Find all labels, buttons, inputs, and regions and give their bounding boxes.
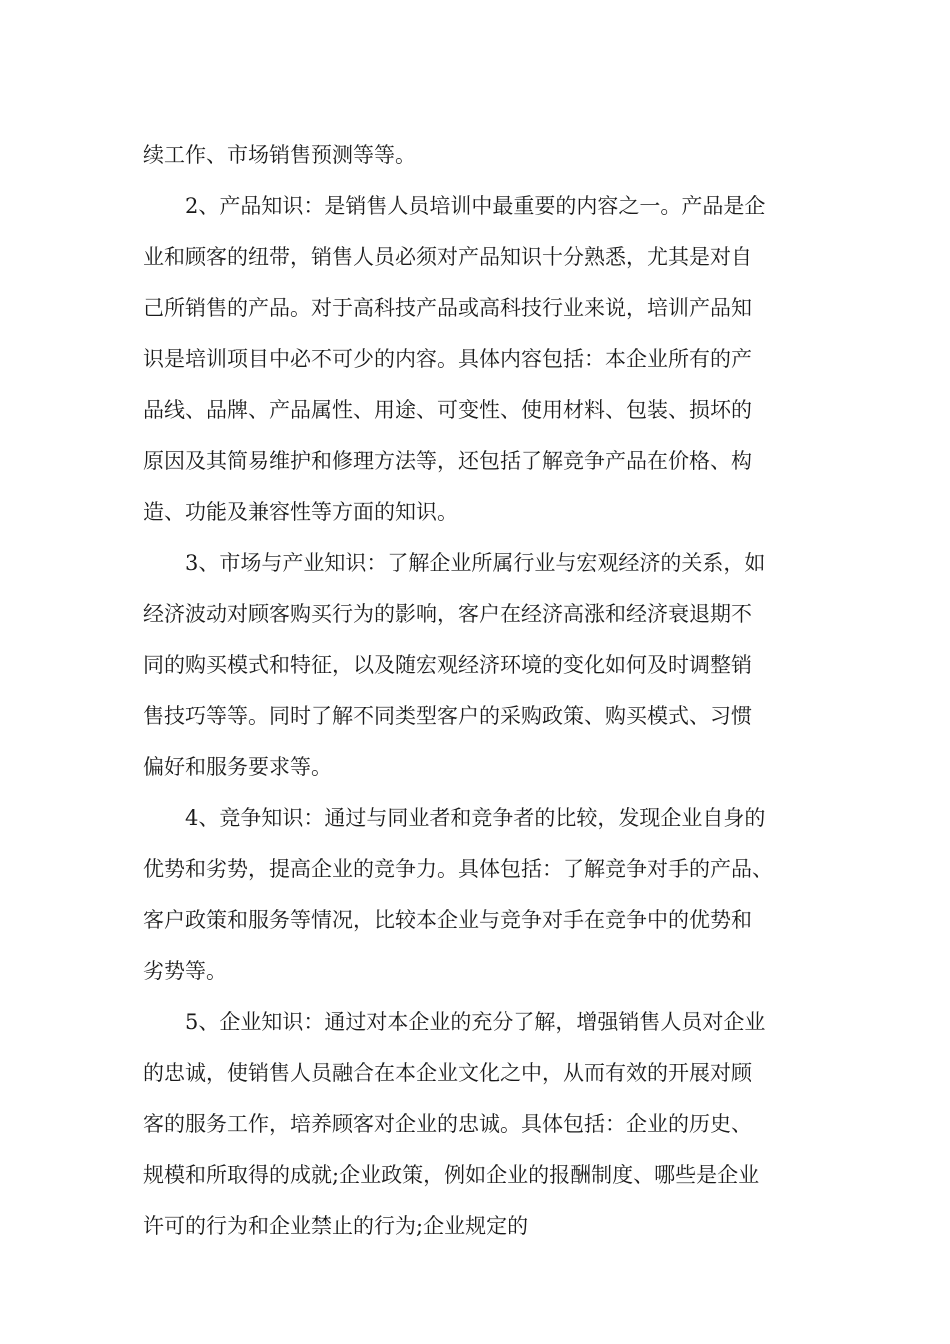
text-line: 规模和所取得的成就;企业政策，例如企业的报酬制度、哪些是企业: [143, 1163, 760, 1187]
text-line: 偏好和服务要求等。: [143, 755, 332, 779]
text-line: 业和顾客的纽带，销售人员必须对产品知识十分熟悉，尤其是对自: [143, 245, 752, 269]
text-line: 品线、品牌、产品属性、用途、可变性、使用材料、包装、损坏的: [143, 398, 752, 422]
paragraph-first-line: 2、产品知识：是销售人员培训中最重要的内容之一。产品是企: [185, 194, 766, 218]
text-line: 续工作、市场销售预测等等。: [143, 143, 416, 167]
text-line: 劣势等。: [143, 959, 227, 983]
text-line: 客户政策和服务等情况，比较本企业与竞争对手在竞争中的优势和: [143, 908, 752, 932]
text-line: 售技巧等等。同时了解不同类型客户的采购政策、购买模式、习惯: [143, 704, 752, 728]
paragraph-first-line: 3、市场与产业知识：了解企业所属行业与宏观经济的关系，如: [185, 551, 766, 575]
text-line: 同的购买模式和特征，以及随宏观经济环境的变化如何及时调整销: [143, 653, 752, 677]
text-line: 客的服务工作，培养顾客对企业的忠诚。具体包括：企业的历史、: [143, 1112, 752, 1136]
body-text: [143, 130, 813, 1252]
paragraph-first-line: 5、企业知识：通过对本企业的充分了解，增强销售人员对企业: [185, 1010, 766, 1034]
text-line: 优势和劣势，提高企业的竞争力。具体包括：了解竞争对手的产品、: [143, 857, 773, 881]
text-line: 己所销售的产品。对于高科技产品或高科技行业来说，培训产品知: [143, 296, 752, 320]
text-line: 经济波动对顾客购买行为的影响，客户在经济高涨和经济衰退期不: [143, 602, 752, 626]
text-line: 许可的行为和企业禁止的行为;企业规定的: [143, 1214, 529, 1238]
text-line: 识是培训项目中必不可少的内容。具体内容包括：本企业所有的产: [143, 347, 752, 371]
text-line: 造、功能及兼容性等方面的知识。: [143, 500, 458, 524]
text-line: 原因及其简易维护和修理方法等，还包括了解竞争产品在价格、构: [143, 449, 752, 473]
paragraph-first-line: 4、竞争知识：通过与同业者和竞争者的比较，发现企业自身的: [185, 806, 766, 830]
text-line: 的忠诚，使销售人员融合在本企业文化之中，从而有效的开展对顾: [143, 1061, 752, 1085]
